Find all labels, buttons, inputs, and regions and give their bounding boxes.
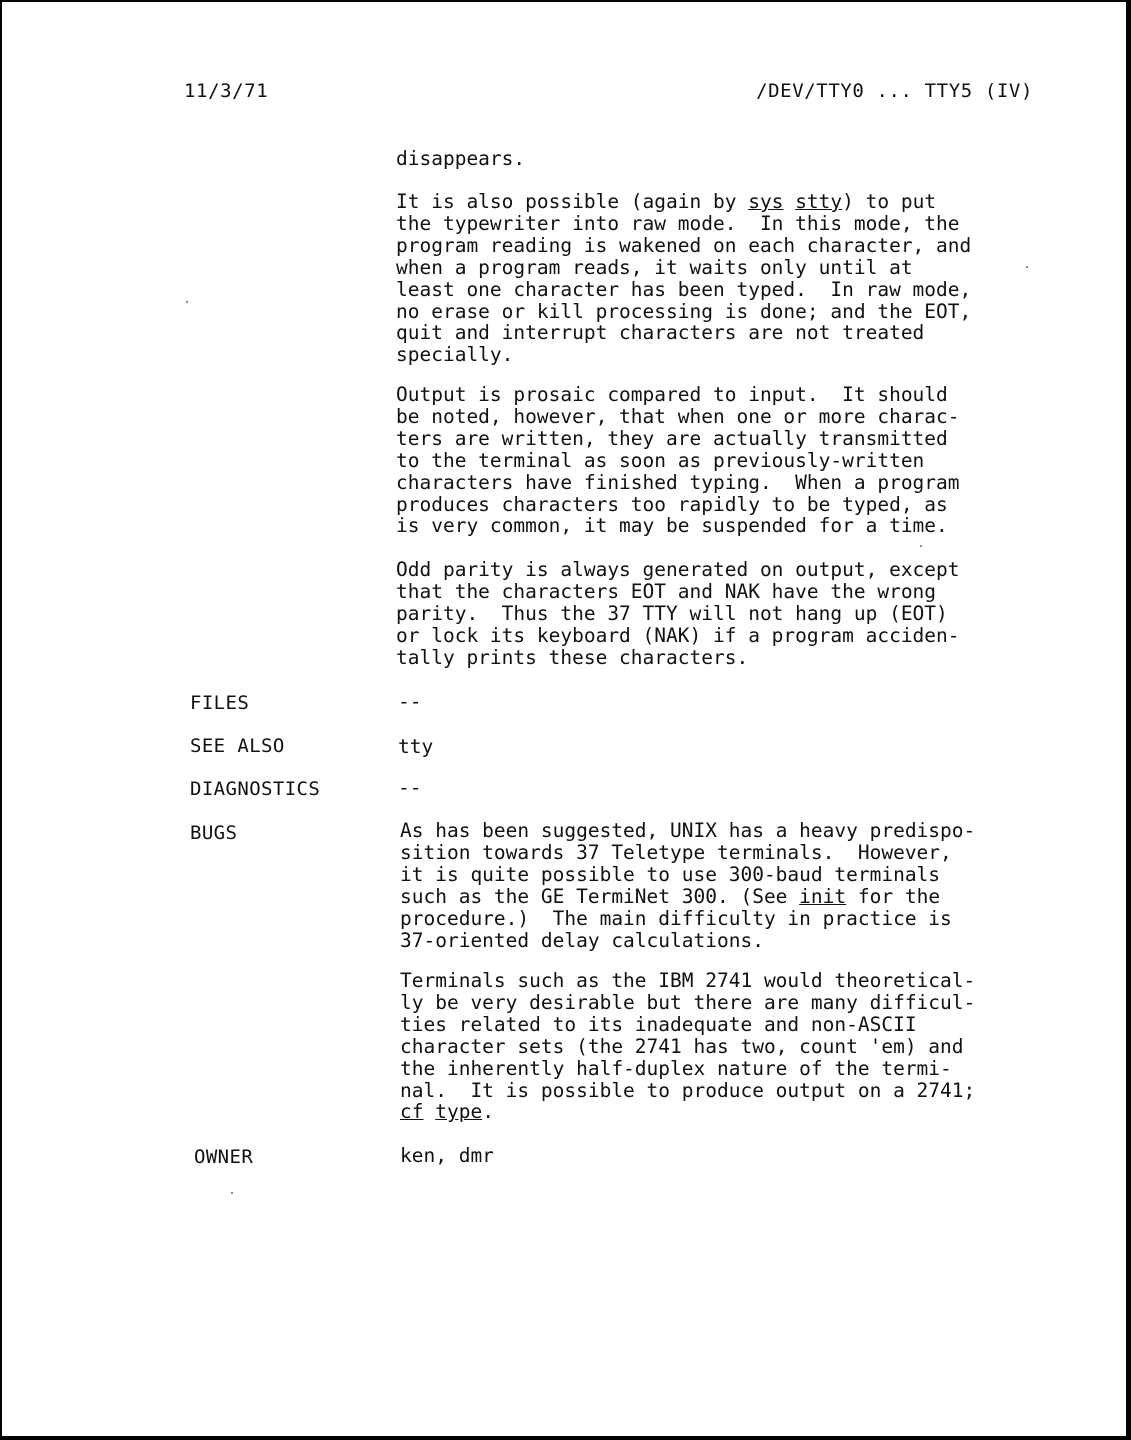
text: the typewriter into raw mode. In this mode, the program reading is wakened on each character, and when a program reads, it waits only until at least one character has been typed. In raw mode, no erase or kill processing is done; and the EOT, quit and interrupt characters are not treated specially. <box>396 211 972 367</box>
paragraph-raw-mode <box>396 191 1056 366</box>
init-reference: init <box>799 884 847 908</box>
section-label-owner: OWNER <box>194 1146 254 1168</box>
type-reference: type <box>435 1100 483 1124</box>
section-label-see-also: SEE ALSO <box>190 735 285 757</box>
paragraph-bugs-ibm-2741 <box>400 970 1060 1123</box>
section-value-files: -- <box>398 690 422 713</box>
section-value-owner: ken, dmr <box>400 1144 494 1167</box>
text: ) to put <box>842 190 937 213</box>
scan-speck <box>1026 266 1028 268</box>
text: for the procedure.) The main difficulty in practice is 37-oriented delay calculations. <box>400 884 952 952</box>
scan-speck <box>920 545 922 547</box>
paragraph-output: Output is prosaic compared to input. It should be noted, however, that when one or more charac- ters are written, they are actually transmitted to the terminal as soon as previously-written characters have finished typing. When a program produces characters too rapidly to be typed, as is very common, it may be suspended for a time. <box>396 383 960 538</box>
paragraph-bugs-teletype <box>400 820 1060 951</box>
stty-reference: stty <box>795 190 843 213</box>
text: It is also possible (again by <box>396 190 749 213</box>
text: As has been suggested, UNIX has a heavy predispo- sition towards 37 Teletype terminals. However, it is quite possible to use 300-baud terminals such as the GE TermiNet 300. (See <box>400 819 976 908</box>
page-date: 11/3/71 <box>184 80 269 102</box>
text: . <box>482 1100 494 1124</box>
text: Terminals such as the IBM 2741 would theoretical- ly be very desirable but there are many difficul- ties related to its inadequate and non-ASCII character sets (the 2741 has two, count 'em) and the inherently half-duplex nature of the termi- nal. It is possible to produce output on a 2741; <box>400 969 976 1102</box>
paragraph-odd-parity: Odd parity is always generated on output, except that the characters EOT and NAK have the wrong parity. Thus the 37 TTY will not hang up (EOT) or lock its keyboard (NAK) if a program acciden- tally prints these characters. <box>396 558 960 669</box>
cf-reference: cf <box>400 1100 424 1124</box>
paragraph-disappears: disappears. <box>396 147 526 170</box>
scan-speck <box>186 301 188 303</box>
section-label-bugs: BUGS <box>190 822 238 844</box>
scan-speck <box>231 1192 233 1194</box>
sys-reference: sys <box>748 190 784 213</box>
section-label-diagnostics: DIAGNOSTICS <box>190 778 321 800</box>
section-value-diagnostics: -- <box>398 776 422 799</box>
page-title: /DEV/TTY0 ... TTY5 (IV) <box>756 80 1033 102</box>
text <box>423 1100 435 1123</box>
document-page <box>2 2 1126 1436</box>
section-label-files: FILES <box>190 692 250 714</box>
section-value-see-also: tty <box>398 735 434 758</box>
